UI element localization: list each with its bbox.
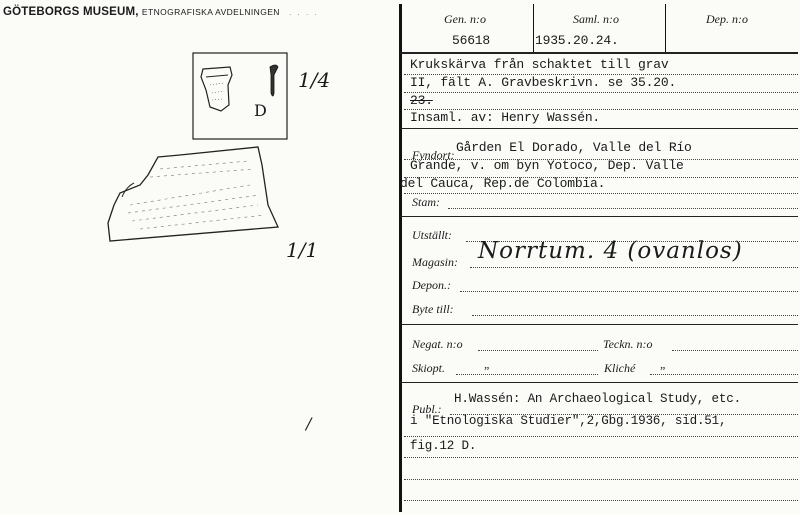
- publ-rule-2: [404, 436, 798, 437]
- card-divider: [399, 4, 402, 512]
- depon-rule: [460, 291, 798, 292]
- negat-label: Negat. n:o: [412, 337, 463, 351]
- skiopt-ditto: „: [484, 357, 491, 371]
- inset-sherd-drawing: [201, 67, 232, 111]
- publ-rule-3: [404, 457, 798, 458]
- museum-header: [3, 6, 319, 18]
- byte-till-label: Byte till:: [412, 302, 454, 316]
- pencil-mark: /: [306, 414, 312, 433]
- kliche-ditto: „: [660, 357, 667, 371]
- fyndort-label: Fyndort:: [412, 148, 455, 162]
- description-line-2: II, fält A. Gravbeskrivn. se 35.20.: [410, 75, 677, 90]
- publ-line-3: fig.12 D.: [410, 439, 477, 453]
- publ-rule-4: [404, 479, 798, 480]
- gen-number-value: 56618: [452, 33, 491, 48]
- utstallt-label: Utställt:: [412, 228, 453, 242]
- number-divider-1: [533, 4, 534, 53]
- teckn-rule: [672, 350, 798, 351]
- sherd-sketch: [100, 45, 400, 295]
- publ-line-2: i "Etnologiska Studier",2,Gbg.1936, sid.51,: [410, 414, 727, 428]
- teckn-label: Teckn. n:o: [603, 337, 653, 351]
- magasin-label: Magasin:: [412, 255, 458, 269]
- main-scale-label: 1/1: [286, 238, 319, 262]
- stam-label: Stam:: [412, 195, 440, 209]
- depon-label: Depon.:: [412, 278, 451, 292]
- kliche-rule: [650, 374, 798, 375]
- description-rule: [400, 128, 798, 129]
- inset-letter-d: D: [254, 101, 267, 120]
- stam-rule: [448, 208, 798, 209]
- inset-scale-label: 1/4: [298, 68, 331, 92]
- skiopt-rule: [456, 374, 598, 375]
- negat-rule: [478, 350, 598, 351]
- publ-line-1: H.Wassén: An Archaeological Study, etc.: [454, 392, 741, 406]
- photo-rule: [400, 382, 798, 383]
- main-sherd-drawing: [108, 147, 278, 241]
- fyndort-rule: [400, 216, 798, 217]
- museum-name: GÖTEBORGS MUSEUM,: [3, 6, 139, 18]
- inset-profile-drawing: [270, 65, 278, 96]
- magasin-value: Norrtum. 4 (ovanlos): [478, 238, 743, 264]
- fyndort-line-1: Gården El Dorado, Valle del Río: [456, 140, 692, 155]
- dep-number-label: Dep. n:o: [706, 12, 748, 26]
- fyndort-line-2: Grande, v. om byn Yotoco, Dep. Valle: [410, 158, 684, 173]
- saml-number-value: 1935.20.24.: [535, 33, 619, 48]
- header-dots: . . . .: [289, 8, 319, 17]
- collector-line: Insaml. av: Henry Wassén.: [410, 110, 601, 125]
- saml-number-label: Saml. n:o: [573, 12, 619, 26]
- fyndort-line-3: del Cauca, Rep.de Colombia.: [400, 176, 606, 191]
- description-line-3: 23.: [410, 93, 433, 108]
- skiopt-label: Skiopt.: [412, 361, 445, 375]
- kliche-label: Kliché: [604, 361, 636, 375]
- number-divider-2: [665, 4, 666, 53]
- number-row-rule: [400, 52, 798, 54]
- publ-label: Publ.:: [412, 402, 442, 416]
- description-line-1: Krukskärva från schaktet till grav: [410, 57, 669, 72]
- fyndort-rule-3: [404, 193, 798, 194]
- department-name: ETNOGRAFISKA AVDELNINGEN: [141, 7, 280, 17]
- gen-number-label: Gen. n:o: [444, 12, 486, 26]
- description-rule-2: [404, 92, 798, 93]
- publ-rule-5: [404, 500, 798, 501]
- magasin-rule: [470, 267, 798, 268]
- location-rule: [400, 324, 798, 325]
- byte-till-rule: [472, 315, 798, 316]
